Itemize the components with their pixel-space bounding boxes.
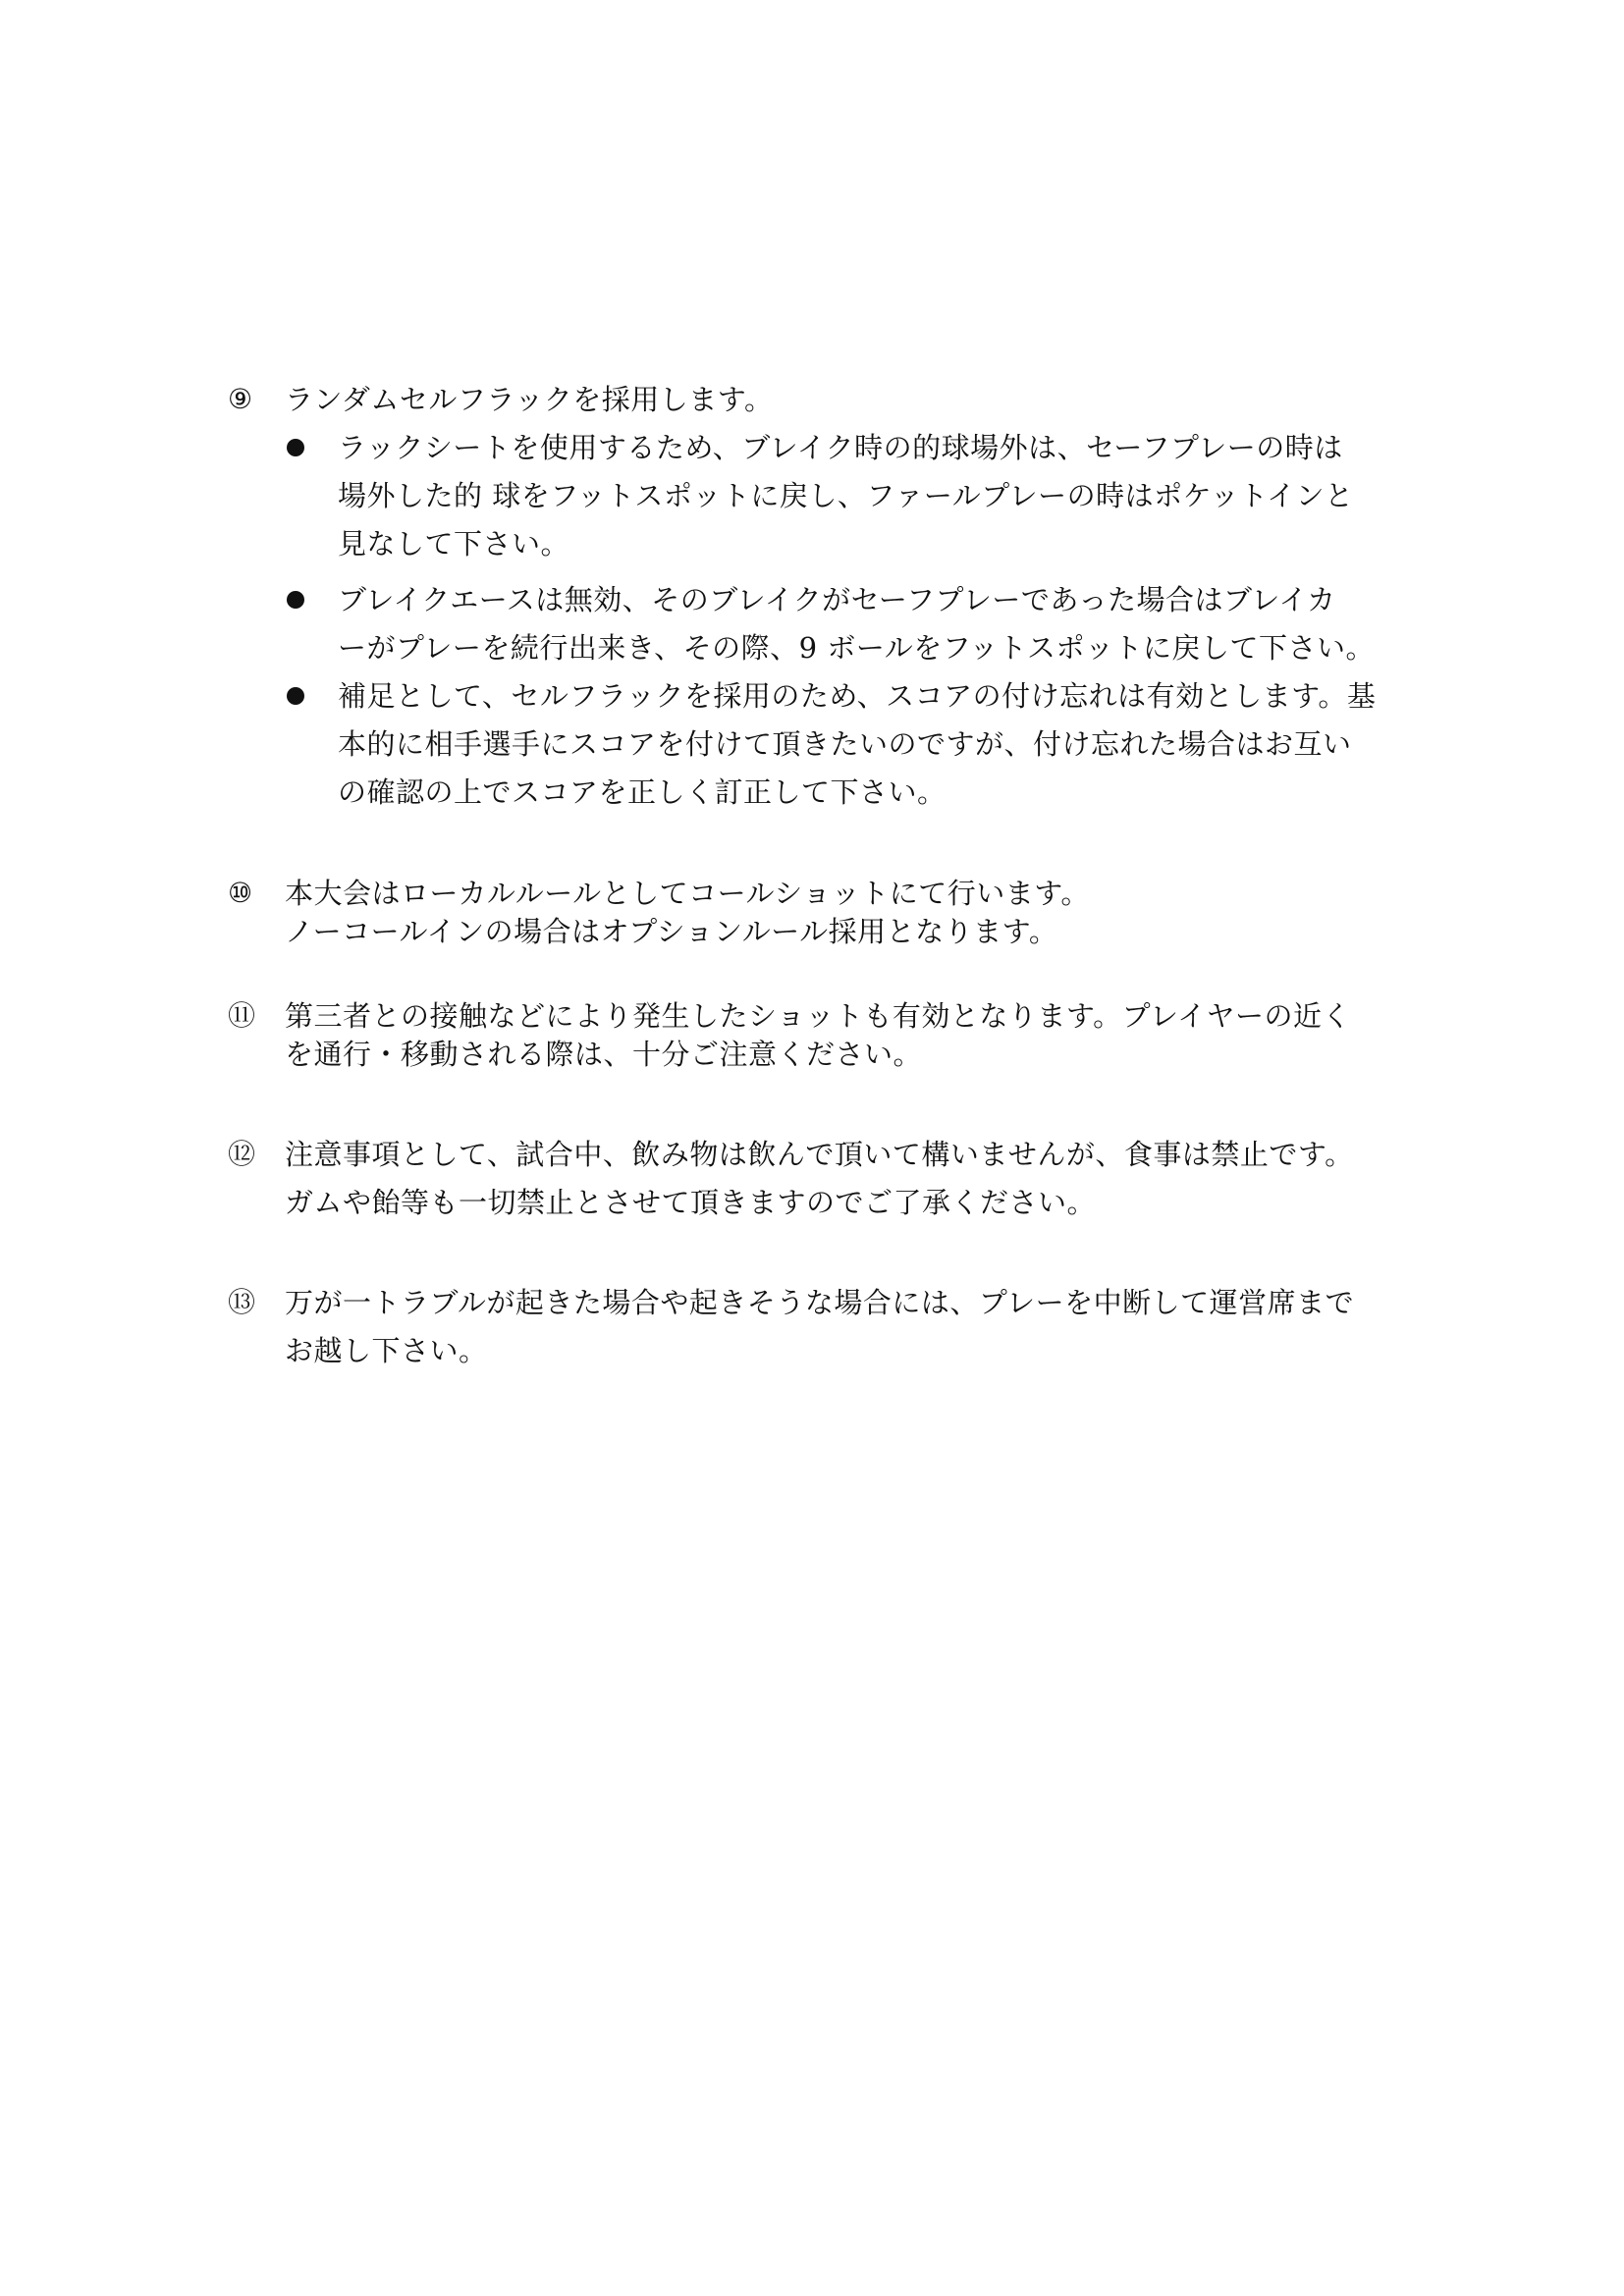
rule-text-line: 本大会はローカルルールとしてコールショットにて行います。 xyxy=(285,877,1090,910)
rule-text-line: 第三者との接触などにより発生したショットも有効となります。プレイヤーの近く xyxy=(285,999,1351,1033)
rule-number: ⑪ xyxy=(228,999,256,1032)
bullet-text-line: 場外した的 球をフットスポットに戻し、ファールプレーの時はポケットインと xyxy=(338,479,1354,512)
rule-text-line: お越し下さい。 xyxy=(285,1334,488,1367)
rule-number: ⑨ xyxy=(228,383,253,415)
bullet-text-line: の確認の上でスコアを正しく訂正して下さい。 xyxy=(338,775,947,809)
rule-number: ⑬ xyxy=(228,1286,256,1318)
bullet-text-line: ーがプレーを続行出来き、その際、9 ボールをフットスポットに戻して下さい。 xyxy=(338,631,1375,665)
bullet-text-line: ラックシートを使用するため、ブレイク時の的球場外は、セーフプレーの時は xyxy=(338,431,1343,464)
rule-text-line: ガムや飴等も一切禁止とさせて頂きますのでご了承ください。 xyxy=(285,1186,1097,1219)
rule-text-line: ノーコールインの場合はオプションルール採用となります。 xyxy=(285,915,1058,948)
bullet-text-line: 見なして下さい。 xyxy=(338,527,570,561)
rule-number: ⑫ xyxy=(228,1138,256,1170)
bullet-text-line: 本的に相手選手にスコアを付けて頂きたいのですが、付け忘れた場合はお互い xyxy=(338,727,1352,761)
rule-text-line: 注意事項として、試合中、飲み物は飲んで頂いて構いませんが、食事は禁止です。 xyxy=(285,1138,1354,1171)
rule-number: ⑩ xyxy=(228,877,253,909)
bullet-icon xyxy=(287,591,304,609)
bullet-icon xyxy=(287,687,304,705)
bullet-icon xyxy=(287,439,304,456)
rule-text-line: 万が一トラブルが起きた場合や起きそうな場合には、プレーを中断して運営席まで xyxy=(285,1286,1355,1319)
bullet-text-line: ブレイクエースは無効、そのブレイクがセーフプレーであった場合はブレイカ xyxy=(338,583,1336,616)
rule-text-line: を通行・移動される際は、十分ご注意ください。 xyxy=(285,1038,923,1071)
rule-text-line: ランダムセルフラックを採用します。 xyxy=(285,383,774,416)
bullet-text-line: 補足として、セルフラックを採用のため、スコアの付け忘れは有効とします。基 xyxy=(338,679,1377,713)
